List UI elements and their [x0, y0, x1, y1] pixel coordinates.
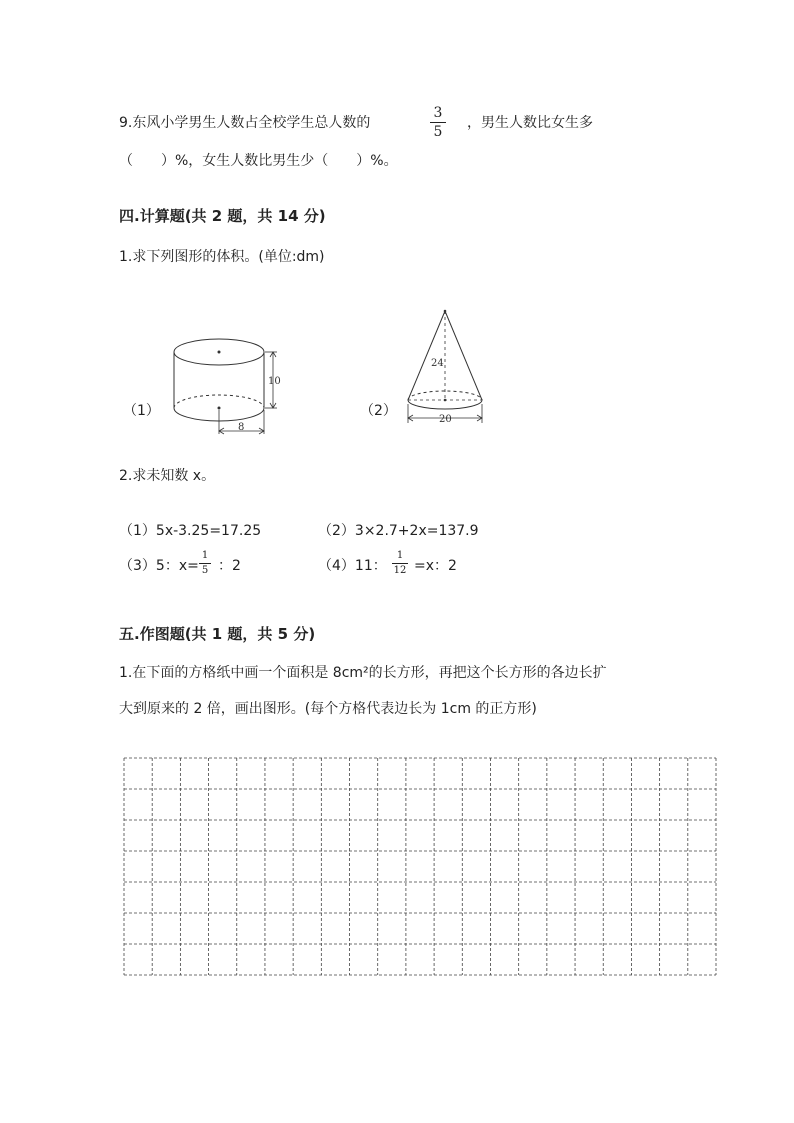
section5-q1-line1: 1.在下面的方格纸中画一个面积是 8cm²的长方形，再把这个长方形的各边长扩 — [119, 665, 607, 681]
equation-1: （1）5x-3.25=17.25 — [119, 523, 262, 539]
fraction-bar — [430, 122, 446, 123]
equation-3-suffix: ：2 — [218, 558, 241, 574]
figure1-label: （1） — [123, 403, 160, 419]
grid-paper[interactable] — [122, 756, 718, 978]
equation-2: （2）3×2.7+2x=137.9 — [318, 523, 479, 539]
section5-q1-line2: 大到原来的 2 倍，画出图形。(每个方格代表边长为 1cm 的正方形) — [119, 701, 537, 717]
eq3-frac-numerator: 1 — [201, 550, 209, 561]
section4-title: 四.计算题(共 2 题，共 14 分) — [119, 207, 326, 225]
q9-fraction — [430, 106, 446, 139]
equation-3-prefix: （3）5：x= — [119, 558, 199, 574]
eq3-frac-denominator: 5 — [201, 565, 209, 576]
q9-frac-denominator: 5 — [433, 124, 443, 140]
eq4-frac-denominator: 12 — [393, 565, 407, 576]
eq4-frac-numerator: 1 — [396, 550, 404, 561]
equation-4-suffix: =x：2 — [414, 558, 457, 574]
cone-height-label: 24 — [431, 358, 444, 369]
equation-3-fraction — [199, 551, 211, 576]
fraction-bar — [199, 563, 211, 564]
section5-title: 五.作图题(共 1 题，共 5 分) — [119, 625, 316, 643]
q9-line2: （ ）%，女生人数比男生少（ ）%。 — [119, 153, 398, 169]
q9-frac-numerator: 3 — [433, 105, 443, 121]
cylinder-radius-label: 8 — [238, 422, 245, 433]
q9-line1-prefix: 9.东风小学男生人数占全校学生总人数的 — [119, 115, 371, 131]
equation-4-fraction — [392, 551, 408, 576]
cone-figure — [400, 308, 490, 428]
equation-4-prefix: （4）11： — [318, 558, 387, 574]
section4-q2: 2.求未知数 x。 — [119, 468, 216, 484]
fraction-bar — [392, 563, 408, 564]
q9-line1-suffix: ，男生人数比女生多 — [467, 115, 593, 131]
section4-q1: 1.求下列图形的体积。(单位:dm) — [119, 249, 325, 265]
cylinder-height-label: 10 — [268, 376, 281, 387]
cone-diameter-label: 20 — [439, 414, 452, 425]
figure2-label: （2） — [360, 403, 397, 419]
cylinder-figure — [165, 330, 295, 440]
